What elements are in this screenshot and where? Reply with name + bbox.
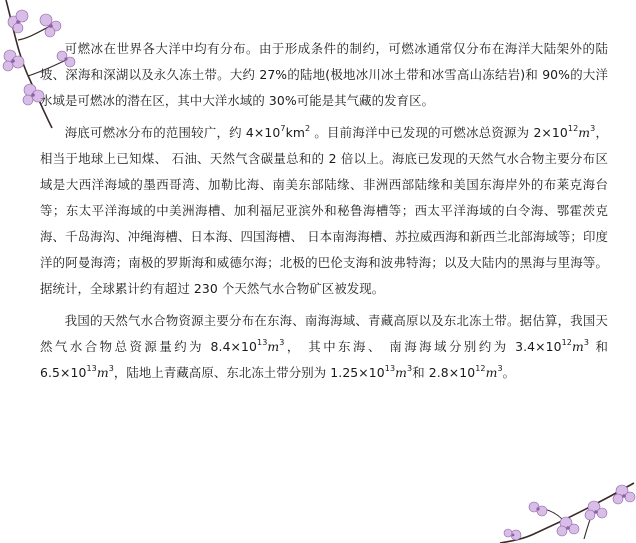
plum-blossom-bottom-right-icon [496, 473, 636, 543]
paragraph-3: 我国的天然气水合物资源主要分布在东海、南海海域、青藏高原以及东北冻土带。据估算，我国天然气水合物总资源量约为 $8.4\times 10^{13}m^3$， 其中东海、 南海海域分别约为 $3.4\times 10^{12}m^3$ 和 $6.5\times 10^{13}m^3$，陆地上青藏高原、东北冻土带分别为 $1.25\times 10^{13}m^3$和 $2.8\times 10^{12}m^3$。 [40, 313, 609, 380]
document-body [40, 36, 608, 392]
paragraph-1: 可燃冰在世界各大洋中均有分布。由于形成条件的制约，可燃冰通常仅分布在海洋大陆架外的陆坡、深海和深湖以及永久冻土带。大约 27%的陆地(极地冰川冰土带和冰雪高山冻结岩)和 90%的大洋水域是可燃冰的潜在区，其中大洋水域的 30%可能是其气藏的发育区。 [40, 41, 608, 108]
paragraph-2: 海底可燃冰分布的范围较广，约 $4\times 10^7km^2$ 。目前海洋中已发现的可燃冰总资源为 $2\times 10^{12}m^3$， 相当于地球上已知煤、 石油、天然气含碳量总和的 2 倍以上。海底已发现的天然气水合物主要分布区域是大西洋海域的墨西哥湾、加勒比海、南美东部陆缘、非洲西部陆缘和美国东海岸外的布莱克海台等；东太平洋海域的中美洲海槽、加利福尼亚滨外和秘鲁海槽等；西太平洋海域的白令海、鄂霍茨克海、千岛海沟、冲绳海槽、日本海、四国海槽、 日本南海海槽、苏拉威西海和新西兰北部海域等；印度洋的阿曼海湾；南极的罗斯海和威德尔海；北极的巴伦支海和波弗特海；以及大陆内的黑海与里海等。据统计，全球累计约有超过 230 个天然气水合物矿区被发现。 [40, 123, 608, 296]
